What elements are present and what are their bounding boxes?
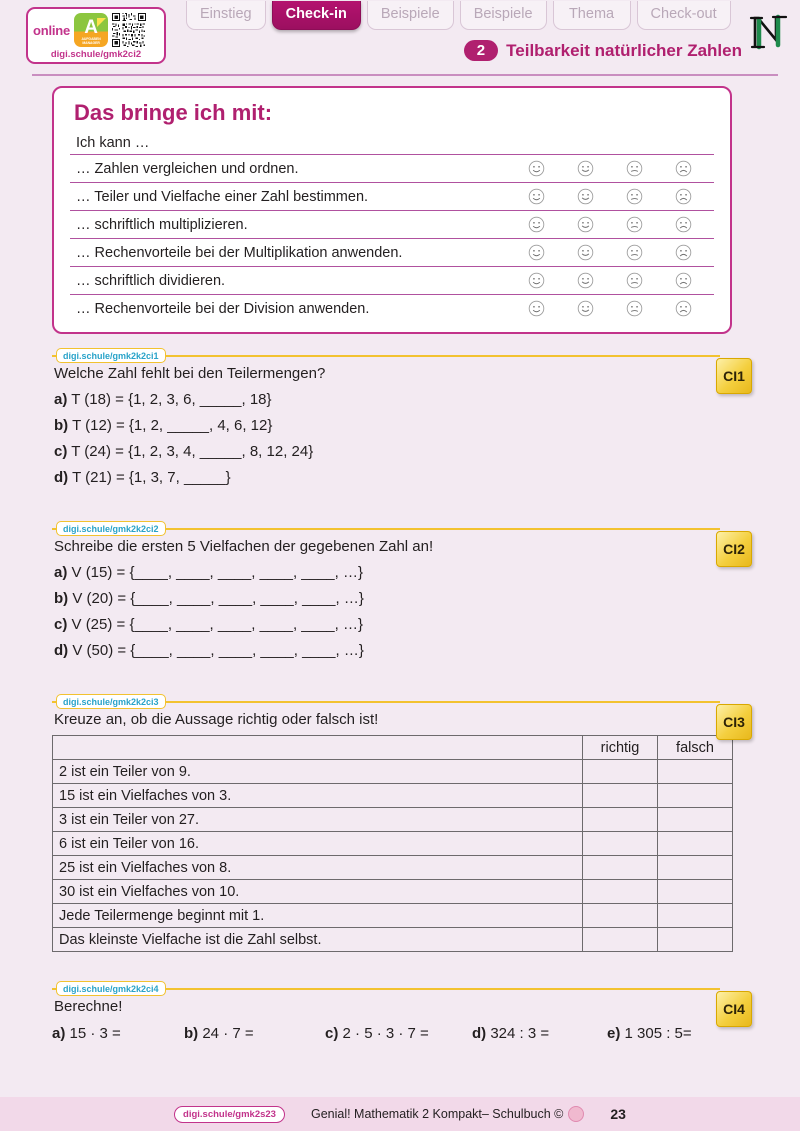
task-item-letter: c) <box>54 443 68 460</box>
table-row <box>53 832 733 856</box>
task-item <box>54 590 748 607</box>
rating-faces[interactable] <box>528 188 714 205</box>
chapter-heading <box>464 40 742 61</box>
task-item-letter: a) <box>52 1025 66 1042</box>
falsch-checkbox-cell[interactable] <box>658 904 733 928</box>
statement-cell: Jede Teilermenge beginnt mit 1. <box>53 904 583 928</box>
publisher-logo-icon <box>568 1106 584 1122</box>
tab-beispiele-1[interactable]: Beispiele <box>367 1 454 30</box>
task-tag-ci1: CI1 <box>716 358 752 394</box>
statement-cell: 3 ist ein Teiler von 27. <box>53 808 583 832</box>
task-item <box>54 564 748 581</box>
table-col-statement <box>53 736 583 760</box>
task-ci3 <box>52 694 748 952</box>
table-row <box>53 880 733 904</box>
smiley-sad-icon[interactable] <box>675 300 692 317</box>
rating-faces[interactable] <box>528 216 714 233</box>
tab-check-out[interactable]: Check-out <box>637 1 731 30</box>
table-col-falsch: falsch <box>658 736 733 760</box>
richtig-checkbox-cell[interactable] <box>583 856 658 880</box>
statement-cell: 2 ist ein Teiler von 9. <box>53 760 583 784</box>
task-item <box>54 417 748 434</box>
richtig-checkbox-cell[interactable] <box>583 904 658 928</box>
task-item-letter: c) <box>325 1025 339 1042</box>
smiley-happy-icon[interactable] <box>528 244 545 261</box>
task-item <box>54 443 748 460</box>
richtig-checkbox-cell[interactable] <box>583 928 658 952</box>
table-header-row <box>53 736 733 760</box>
bring-item-label: … Rechenvorteile bei der Multiplikation anwenden. <box>76 244 403 261</box>
smiley-neutral-icon[interactable] <box>626 160 643 177</box>
bring-item-label: … schriftlich dividieren. <box>76 272 226 289</box>
task-item-letter: d) <box>54 469 69 486</box>
richtig-checkbox-cell[interactable] <box>583 808 658 832</box>
bring-row <box>70 182 714 210</box>
task-item-letter: a) <box>54 564 68 581</box>
rating-faces[interactable] <box>528 300 714 317</box>
task-item-text[interactable]: 24 · 7 = <box>202 1025 254 1042</box>
smiley-happy-icon[interactable] <box>528 188 545 205</box>
task-item-text[interactable]: 324 : 3 = <box>490 1025 550 1042</box>
bring-item-label: … schriftlich multiplizieren. <box>76 216 248 233</box>
task-item-text[interactable]: 2 · 5 · 3 · 7 = <box>342 1025 429 1042</box>
app-icon-caption: AUFGABEN MANAGER <box>81 37 101 46</box>
online-badge-top <box>33 12 159 48</box>
task-ci2 <box>52 521 748 659</box>
task-item-text[interactable]: T (24) = {1, 2, 3, 4, _____, 8, 12, 24} <box>71 443 314 460</box>
footer-url-chip[interactable]: digi.schule/gmk2s23 <box>174 1106 285 1123</box>
qr-code-icon <box>112 13 146 47</box>
bring-row <box>70 154 714 182</box>
task-item-letter: b) <box>54 417 69 434</box>
task-question: Welche Zahl fehlt bei den Teilermengen? <box>54 365 326 382</box>
rating-faces[interactable] <box>528 272 714 289</box>
task-item <box>54 642 748 659</box>
task-question: Schreibe die ersten 5 Vielfachen der gegebenen Zahl an! <box>54 538 434 555</box>
smiley-neutral-icon[interactable] <box>626 300 643 317</box>
task-item-letter: e) <box>607 1025 621 1042</box>
task-url-chip[interactable]: digi.schule/gmk2k2ci2 <box>56 521 166 536</box>
smiley-happy-icon[interactable] <box>577 300 594 317</box>
task-item <box>54 469 748 486</box>
task-item-text[interactable]: V (50) = {____, ____, ____, ____, ____, …} <box>72 642 364 659</box>
table-row <box>53 808 733 832</box>
smiley-sad-icon[interactable] <box>675 188 692 205</box>
bring-box-title: Das bringe ich mit: <box>74 100 273 125</box>
falsch-checkbox-cell[interactable] <box>658 808 733 832</box>
task-item <box>54 616 748 633</box>
smiley-neutral-icon[interactable] <box>626 244 643 261</box>
task-item-text[interactable]: T (21) = {1, 3, 7, _____} <box>72 469 231 486</box>
smiley-happy-icon[interactable] <box>528 272 545 289</box>
statement-cell: Das kleinste Vielfache ist die Zahl selbst. <box>53 928 583 952</box>
task-ci1 <box>52 348 748 486</box>
chapter-number-badge: 2 <box>464 40 498 61</box>
bring-item-label: … Zahlen vergleichen und ordnen. <box>76 160 299 177</box>
task-tag-ci3: CI3 <box>716 704 752 740</box>
task-item <box>184 1025 325 1042</box>
bring-box-subtitle: Ich kann … <box>76 135 150 151</box>
bring-row <box>70 294 714 322</box>
tab-thema[interactable]: Thema <box>553 1 631 30</box>
smiley-neutral-icon[interactable] <box>626 188 643 205</box>
task-question: Kreuze an, ob die Aussage richtig oder falsch ist! <box>54 711 379 728</box>
smiley-happy-icon[interactable] <box>528 300 545 317</box>
task-items-row <box>52 1025 748 1042</box>
task-question: Berechne! <box>54 998 123 1015</box>
falsch-checkbox-cell[interactable] <box>658 784 733 808</box>
chapter-title: Teilbarkeit natürlicher Zahlen <box>506 40 742 60</box>
task-item <box>325 1025 472 1042</box>
tab-check-in[interactable]: Check-in <box>272 1 361 30</box>
app-icon-letter: A <box>84 16 98 38</box>
task-item <box>607 1025 692 1042</box>
tab-einstieg[interactable]: Einstieg <box>186 1 266 30</box>
table-row <box>53 784 733 808</box>
bring-box <box>52 86 732 334</box>
task-url-chip[interactable]: digi.schule/gmk2k2ci3 <box>56 694 166 709</box>
statement-cell: 30 ist ein Vielfaches von 10. <box>53 880 583 904</box>
task-item-letter: c) <box>54 616 68 633</box>
smiley-happy-icon[interactable] <box>577 188 594 205</box>
table-row <box>53 904 733 928</box>
smiley-neutral-icon[interactable] <box>626 272 643 289</box>
task-item-text[interactable]: V (25) = {____, ____, ____, ____, ____, …} <box>71 616 363 633</box>
bring-row <box>70 238 714 266</box>
task-url-chip[interactable]: digi.schule/gmk2k2ci1 <box>56 348 166 363</box>
smiley-happy-icon[interactable] <box>577 160 594 177</box>
task-item <box>52 1025 184 1042</box>
smiley-happy-icon[interactable] <box>577 216 594 233</box>
statement-cell: 15 ist ein Vielfaches von 3. <box>53 784 583 808</box>
task-item-text[interactable]: V (20) = {____, ____, ____, ____, ____, …} <box>72 590 364 607</box>
task-item-text[interactable]: 1 305 : 5= <box>624 1025 692 1042</box>
page-number: 23 <box>610 1106 626 1122</box>
smiley-sad-icon[interactable] <box>675 244 692 261</box>
smiley-sad-icon[interactable] <box>675 160 692 177</box>
falsch-checkbox-cell[interactable] <box>658 928 733 952</box>
smiley-sad-icon[interactable] <box>675 216 692 233</box>
online-badge[interactable] <box>26 7 166 64</box>
aufgaben-manager-app-icon <box>74 13 108 47</box>
page-header <box>0 0 800 78</box>
smiley-happy-icon[interactable] <box>577 244 594 261</box>
online-badge-url: digi.schule/gmk2ci2 <box>50 49 142 60</box>
task-item-letter: b) <box>54 590 69 607</box>
richtig-falsch-table <box>52 735 733 952</box>
richtig-checkbox-cell[interactable] <box>583 784 658 808</box>
falsch-checkbox-cell[interactable] <box>658 880 733 904</box>
smiley-sad-icon[interactable] <box>675 272 692 289</box>
task-item-text[interactable]: V (15) = {____, ____, ____, ____, ____, …} <box>71 564 363 581</box>
task-item-letter: a) <box>54 391 68 408</box>
task-item-letter: d) <box>54 642 69 659</box>
statement-cell: 25 ist ein Vielfaches von 8. <box>53 856 583 880</box>
task-item-letter: d) <box>472 1025 487 1042</box>
task-tag-ci2: CI2 <box>716 531 752 567</box>
falsch-checkbox-cell[interactable] <box>658 856 733 880</box>
bring-item-label: … Teiler und Vielfache einer Zahl bestimmen. <box>76 188 369 205</box>
table-col-richtig: richtig <box>583 736 658 760</box>
statement-cell: 6 ist ein Teiler von 16. <box>53 832 583 856</box>
task-item <box>472 1025 607 1042</box>
natural-numbers-n-icon <box>746 6 792 54</box>
bring-row <box>70 210 714 238</box>
rating-faces[interactable] <box>528 160 714 177</box>
smiley-happy-icon[interactable] <box>577 272 594 289</box>
table-row <box>53 760 733 784</box>
task-item-text[interactable]: T (18) = {1, 2, 3, 6, _____, 18} <box>71 391 272 408</box>
table-row <box>53 928 733 952</box>
task-item <box>54 391 748 408</box>
task-item-text[interactable]: 15 · 3 = <box>69 1025 121 1042</box>
bring-row <box>70 266 714 294</box>
falsch-checkbox-cell[interactable] <box>658 760 733 784</box>
tab-beispiele-2[interactable]: Beispiele <box>460 1 547 30</box>
task-url-chip[interactable]: digi.schule/gmk2k2ci4 <box>56 981 166 996</box>
richtig-checkbox-cell[interactable] <box>583 760 658 784</box>
section-tabbar[interactable] <box>186 1 731 30</box>
smiley-happy-icon[interactable] <box>528 160 545 177</box>
bring-item-label: … Rechenvorteile bei der Division anwenden. <box>76 300 370 317</box>
task-item-text[interactable]: T (12) = {1, 2, _____, 4, 6, 12} <box>72 417 273 434</box>
smiley-neutral-icon[interactable] <box>626 216 643 233</box>
task-tag-ci4: CI4 <box>716 991 752 1027</box>
page-footer <box>0 1097 800 1131</box>
rating-faces[interactable] <box>528 244 714 261</box>
smiley-happy-icon[interactable] <box>528 216 545 233</box>
table-row <box>53 856 733 880</box>
task-item-letter: b) <box>184 1025 199 1042</box>
footer-copyright <box>311 1106 584 1122</box>
footer-copyright-text: Genial! Mathematik 2 Kompakt– Schulbuch © <box>310 1107 564 1121</box>
header-divider <box>32 74 778 76</box>
richtig-checkbox-cell[interactable] <box>583 880 658 904</box>
online-label: online <box>33 22 71 38</box>
task-ci4 <box>52 981 748 1042</box>
falsch-checkbox-cell[interactable] <box>658 832 733 856</box>
richtig-checkbox-cell[interactable] <box>583 832 658 856</box>
